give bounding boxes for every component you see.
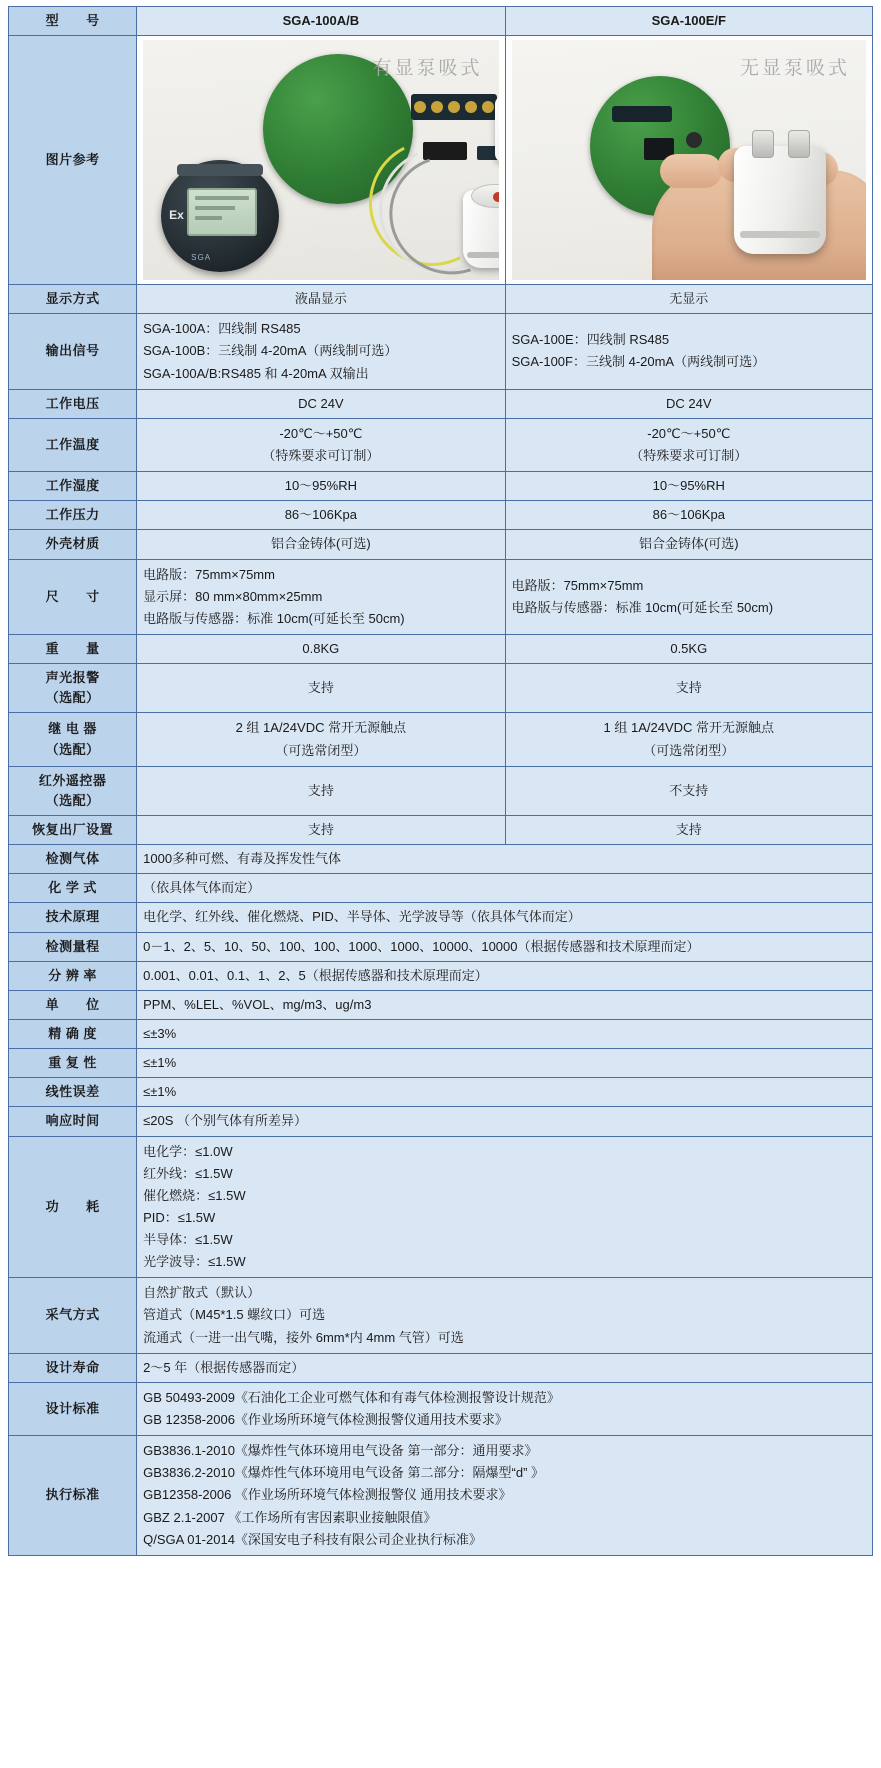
table-row-linearity — [9, 1078, 873, 1107]
value-range: 0－1、2、5、10、50、100、100、1000、1000、10000、10000（根据传感器和技术原理而定） — [137, 932, 873, 961]
table-row-detect-gas — [9, 845, 873, 874]
relay-label-line-1: 继 电 器 — [48, 721, 97, 737]
value-housing-ef: 铝合金铸体(可选) — [505, 530, 872, 559]
design-standard-line-2: GB 12358-2006《作业场所环境气体检测报警仪通用技术要求》 — [143, 1412, 508, 1428]
value-voltage-ef: DC 24V — [505, 389, 872, 418]
power-line-5: 半导体：≤1.5W — [143, 1232, 233, 1248]
value-pressure-ab: 86～106Kpa — [137, 501, 505, 530]
value-weight-ef: 0.5KG — [505, 634, 872, 663]
red-indicator-icon — [493, 192, 498, 202]
value-display-ab: 液晶显示 — [137, 285, 505, 314]
value-principle: 电化学、红外线、催化燃烧、PID、半导体、光学波导等（依具体气体而定） — [137, 903, 873, 932]
table-row-voltage — [9, 389, 873, 418]
display-meter-icon — [161, 160, 279, 272]
row-label-ir-remote — [9, 766, 137, 815]
value-relay-ab — [137, 713, 505, 766]
value-voltage-ab: DC 24V — [137, 389, 505, 418]
product-photo-ab — [137, 36, 505, 285]
row-label-lifespan: 设计寿命 — [9, 1353, 137, 1382]
row-label-response-time: 响应时间 — [9, 1107, 137, 1136]
dim-ab-line-2: 显示屏：80 mm×80mm×25mm — [143, 588, 323, 604]
table-row-humidity — [9, 472, 873, 501]
output-ab-line-3: SGA-100A/B:RS485 和 4-20mA 双输出 — [143, 365, 369, 381]
dim-ab-line-3: 电路版与传感器：标准 10cm(可延长至 50cm) — [143, 610, 405, 626]
row-label-linearity: 线性误差 — [9, 1078, 137, 1107]
value-output-ef — [505, 314, 872, 389]
power-line-4: PID：≤1.5W — [143, 1209, 216, 1225]
table-row-ir-remote — [9, 766, 873, 815]
product-photo-ef — [505, 36, 872, 285]
table-row-response-time — [9, 1107, 873, 1136]
value-detect-gas: 1000多种可燃、有毒及挥发性气体 — [137, 845, 873, 874]
dim-ef-line-1: 电路版：75mm×75mm — [511, 577, 644, 593]
exec-standard-line-4: GBZ 2.1-2007 《工作场所有害因素职业接触限值》 — [143, 1509, 437, 1525]
row-label-housing: 外壳材质 — [9, 530, 137, 559]
power-line-6: 光学波导：≤1.5W — [143, 1254, 246, 1270]
table-row-unit — [9, 990, 873, 1019]
row-label-power: 功 耗 — [9, 1136, 137, 1278]
power-line-2: 红外线：≤1.5W — [143, 1165, 233, 1181]
value-temperature-ab — [137, 418, 505, 471]
meter-brand: SGA — [191, 252, 212, 262]
row-label-accuracy: 精 确 度 — [9, 1019, 137, 1048]
table-row-dimensions — [9, 559, 873, 634]
sensor-pump-unit — [734, 146, 826, 254]
alarm-label-line-2: （选配） — [45, 690, 100, 706]
value-power — [137, 1136, 873, 1278]
row-label-pressure: 工作压力 — [9, 501, 137, 530]
value-display-ef: 无显示 — [505, 285, 872, 314]
dim-ef-line-2: 电路版与传感器：标准 10cm(可延长至 50cm) — [511, 599, 774, 615]
photo-left — [143, 40, 498, 280]
table-row-exec-standard — [9, 1436, 873, 1556]
row-label-alarm — [9, 664, 137, 713]
relay-ef-line-1: 1 组 1A/24VDC 常开无源触点 — [603, 720, 775, 736]
sensor-probe-small — [495, 96, 498, 162]
exec-standard-line-5: Q/SGA 01-2014《深国安电子科技有限公司企业执行标准》 — [143, 1531, 482, 1547]
row-label-principle: 技术原理 — [9, 903, 137, 932]
exec-standard-line-2: GB3836.2-2010《爆炸性气体环境用电气设备 第二部分：隔爆型“d” 》 — [143, 1465, 545, 1481]
power-line-1: 电化学：≤1.0W — [143, 1143, 233, 1159]
temp-ab-line-1: -20℃～+50℃ — [279, 425, 363, 441]
table-row-range — [9, 932, 873, 961]
value-ir-ef: 不支持 — [505, 766, 872, 815]
exec-standard-line-3: GB12358-2006 《作业场所环境气体检测报警仪 通用技术要求》 — [143, 1487, 512, 1503]
row-label-weight: 重 量 — [9, 634, 137, 663]
value-output-ab — [137, 314, 505, 389]
value-formula: （依具体气体而定） — [137, 874, 873, 903]
sampling-line-3: 流通式（一进一出气嘴，接外 6mm*内 4mm 气管）可选 — [143, 1329, 464, 1345]
table-row-power — [9, 1136, 873, 1278]
column-header-model-ef: SGA-100E/F — [505, 7, 872, 36]
value-temperature-ef — [505, 418, 872, 471]
meter-cap — [177, 164, 263, 176]
value-humidity-ab: 10～95%RH — [137, 472, 505, 501]
row-label-detect-gas: 检测气体 — [9, 845, 137, 874]
photo-right — [512, 40, 866, 280]
row-label-dimensions: 尺 寸 — [9, 559, 137, 634]
value-accuracy: ≤±3% — [137, 1019, 873, 1048]
value-dimensions-ef — [505, 559, 872, 634]
output-ab-line-1: SGA-100A：四线制 RS485 — [143, 321, 301, 337]
meter-screen — [187, 188, 257, 236]
value-alarm-ab: 支持 — [137, 664, 505, 713]
terminal-row-icon — [612, 106, 672, 122]
relay-ab-line-2: （可选常闭型） — [275, 742, 367, 758]
photo-caption-ef: 无显泵吸式 — [739, 58, 850, 80]
row-label-design-standard: 设计标准 — [9, 1382, 137, 1435]
output-ef-line-1: SGA-100E：四线制 RS485 — [511, 332, 670, 348]
value-repeatability: ≤±1% — [137, 1049, 873, 1078]
value-humidity-ef: 10～95%RH — [505, 472, 872, 501]
ir-label-line-2: （选配） — [45, 792, 100, 808]
terminal-block-icon — [411, 94, 497, 120]
value-dimensions-ab — [137, 559, 505, 634]
value-alarm-ef: 支持 — [505, 664, 872, 713]
design-standard-line-1: GB 50493-2009《石油化工企业可燃气体和有毒气体检测报警设计规范》 — [143, 1389, 560, 1405]
row-label-model: 型 号 — [9, 7, 137, 36]
ex-mark: Ex — [169, 208, 184, 223]
column-header-model-ab: SGA-100A/B — [137, 7, 505, 36]
table-row-sampling — [9, 1278, 873, 1353]
value-relay-ef — [505, 713, 872, 766]
value-housing-ab: 铝合金铸体(可选) — [137, 530, 505, 559]
table-row-header — [9, 7, 873, 36]
value-weight-ab: 0.8KG — [137, 634, 505, 663]
table-row-accuracy — [9, 1019, 873, 1048]
table-row-factory-reset — [9, 815, 873, 844]
table-row-output — [9, 314, 873, 389]
value-reset-ab: 支持 — [137, 815, 505, 844]
row-label-voltage: 工作电压 — [9, 389, 137, 418]
value-resolution: 0.001、0.01、0.1、1、2、5（根据传感器和技术原理而定） — [137, 961, 873, 990]
value-unit: PPM、%LEL、%VOL、mg/m3、ug/m3 — [137, 990, 873, 1019]
output-ef-line-2: SGA-100F：三线制 4-20mA（两线制可选） — [511, 354, 766, 370]
row-label-sampling: 采气方式 — [9, 1278, 137, 1353]
relay-ef-line-2: （可选常闭型） — [643, 742, 735, 758]
capacitor-icon — [686, 132, 702, 148]
value-response-time: ≤20S （个别气体有所差异） — [137, 1107, 873, 1136]
row-label-output: 输出信号 — [9, 314, 137, 389]
table-row-housing — [9, 530, 873, 559]
ir-label-line-1: 红外遥控器 — [38, 772, 107, 788]
row-label-display: 显示方式 — [9, 285, 137, 314]
specification-table — [8, 6, 873, 1556]
row-label-factory-reset: 恢复出厂设置 — [9, 815, 137, 844]
table-row-formula — [9, 874, 873, 903]
table-row-weight — [9, 634, 873, 663]
table-row-design-standard — [9, 1382, 873, 1435]
table-row-image — [9, 36, 873, 285]
value-lifespan: 2～5 年（根据传感器而定） — [137, 1353, 873, 1382]
value-exec-standard — [137, 1436, 873, 1556]
temp-ef-line-2: （特殊要求可订制） — [630, 447, 748, 463]
row-label-repeatability: 重 复 性 — [9, 1049, 137, 1078]
row-label-range: 检测量程 — [9, 932, 137, 961]
temp-ab-line-2: （特殊要求可订制） — [262, 447, 380, 463]
photo-caption-ab: 有显泵吸式 — [372, 58, 483, 80]
row-label-formula: 化 学 式 — [9, 874, 137, 903]
table-row-repeatability — [9, 1049, 873, 1078]
sampling-line-2: 管道式（M45*1.5 螺纹口）可选 — [143, 1307, 326, 1323]
value-sampling — [137, 1278, 873, 1353]
relay-ab-line-1: 2 组 1A/24VDC 常开无源触点 — [235, 720, 407, 736]
row-label-image: 图片参考 — [9, 36, 137, 285]
value-linearity: ≤±1% — [137, 1078, 873, 1107]
table-row-pressure — [9, 501, 873, 530]
sensor-probe-large — [463, 190, 498, 268]
table-row-principle — [9, 903, 873, 932]
value-pressure-ef: 86～106Kpa — [505, 501, 872, 530]
table-row-relay — [9, 713, 873, 766]
value-ir-ab: 支持 — [137, 766, 505, 815]
table-row-display — [9, 285, 873, 314]
dim-ab-line-1: 电路版：75mm×75mm — [143, 566, 275, 582]
table-row-resolution — [9, 961, 873, 990]
row-label-temperature: 工作温度 — [9, 418, 137, 471]
sampling-line-1: 自然扩散式（默认） — [143, 1285, 261, 1301]
row-label-humidity: 工作湿度 — [9, 472, 137, 501]
row-label-resolution: 分 辨 率 — [9, 961, 137, 990]
table-row-temperature — [9, 418, 873, 471]
value-reset-ef: 支持 — [505, 815, 872, 844]
relay-label-line-2: （选配） — [45, 741, 100, 757]
table-row-alarm — [9, 664, 873, 713]
row-label-relay — [9, 713, 137, 766]
row-label-unit: 单 位 — [9, 990, 137, 1019]
temp-ef-line-1: -20℃～+50℃ — [647, 425, 731, 441]
power-line-3: 催化燃烧：≤1.5W — [143, 1187, 246, 1203]
alarm-label-line-1: 声光报警 — [45, 670, 100, 686]
row-label-exec-standard: 执行标准 — [9, 1436, 137, 1556]
table-row-lifespan — [9, 1353, 873, 1382]
value-design-standard — [137, 1382, 873, 1435]
exec-standard-line-1: GB3836.1-2010《爆炸性气体环境用电气设备 第一部分：通用要求》 — [143, 1443, 538, 1459]
output-ab-line-2: SGA-100B：三线制 4-20mA（两线制可选） — [143, 343, 398, 359]
